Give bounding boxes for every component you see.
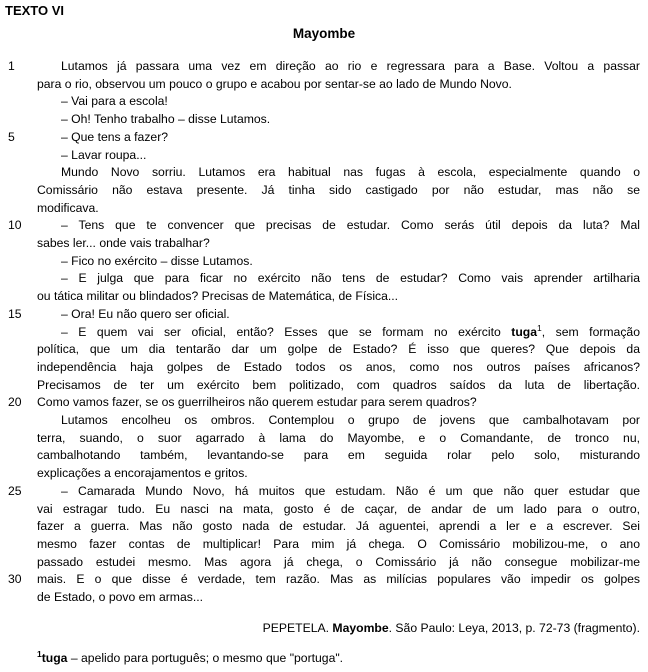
text-line xyxy=(0,501,648,519)
text-line xyxy=(0,270,648,288)
line-number xyxy=(0,377,37,395)
text-line xyxy=(0,253,648,271)
text-line xyxy=(0,430,648,448)
text-line xyxy=(0,341,648,359)
text-line xyxy=(0,182,648,200)
line-text: – Fico no exército – disse Lutamos. xyxy=(61,253,253,268)
document-title: Mayombe xyxy=(292,26,356,41)
text-body xyxy=(0,58,648,607)
line-number xyxy=(0,147,37,165)
line-text: passado estudei mesmo. Mas agora já chega, o Comissário já não consegue mobilizar-me xyxy=(37,554,640,569)
line-number xyxy=(0,465,37,483)
line-text: – Camarada Mundo Novo, há muitos que estudam. Não é um que não quer estudar que xyxy=(61,483,640,498)
text-line xyxy=(0,518,648,536)
line-number xyxy=(0,412,37,430)
footnote xyxy=(37,650,648,667)
text-line xyxy=(0,147,648,165)
text-line xyxy=(0,76,648,94)
line-number: 25 xyxy=(8,483,22,498)
line-text: – E julga que para ficar no exército não tens de estudar? Como vais aprender artilharia xyxy=(61,271,640,286)
line-number: 1 xyxy=(8,59,15,73)
line-text-post: , sem formação xyxy=(541,324,640,339)
line-text: sabes ler... onde vais trabalhar? xyxy=(37,236,210,251)
line-number xyxy=(0,164,37,182)
line-text: para o rio, observou um pouco o grupo e acabou por sentar-se ao lado de Mundo Novo. xyxy=(37,76,512,91)
text-line xyxy=(0,465,648,483)
line-number xyxy=(0,253,37,271)
text-line xyxy=(0,589,648,607)
line-number xyxy=(0,288,37,306)
line-text: – Vai para a escola! xyxy=(61,94,168,109)
footnote-definition: – apelido para português; o mesmo que "portuga". xyxy=(67,650,344,665)
line-text: fazer a guerra. Mas não gosto nada de estudar. Já aguentei, aprendi a ler e a escrever. Sei xyxy=(37,519,640,534)
line-text: modificava. xyxy=(37,200,99,215)
line-text xyxy=(37,324,640,342)
footnote-ref: 1 xyxy=(537,322,542,333)
citation-publisher: . São Paulo: Leya, 2013, p. 72-73 (fragmento). xyxy=(388,620,640,635)
text-line xyxy=(0,536,648,554)
line-text: explicações a encorajamentos e gritos. xyxy=(37,466,248,481)
line-number xyxy=(0,589,37,607)
line-number xyxy=(0,270,37,288)
line-text: mesmo fazer contas de multiplicar! Para mim já chega. O Comissário mobilizou-me, o ano xyxy=(37,536,640,551)
line-text: Como vamos fazer, se os guerrilheiros não querem estudar para serem quadros? xyxy=(37,395,477,410)
line-text: vai estragar tudo. Eu nasci na mata, gosto é de caçar, de andar de um lado para o outro, xyxy=(37,501,640,516)
line-number xyxy=(0,200,37,218)
line-number xyxy=(0,324,37,342)
text-line xyxy=(0,554,648,572)
line-text: – Tens que te convencer que precisas de estudar. Como serás útil depois da luta? Mal xyxy=(61,218,640,233)
text-line xyxy=(0,359,648,377)
line-text: terra, suando, o suor agarrado à lama do Mayombe, e o Comandante, de tronco nu, xyxy=(37,430,640,445)
line-number xyxy=(0,359,37,377)
line-text: Lutamos já passara uma vez em direção ao rio e regressara para a Base. Voltou a passar xyxy=(61,59,640,73)
line-text: Precisamos de ter um exército bem politizado, com quadros saídos da luta de libertação. xyxy=(37,377,640,392)
line-text: de Estado, o povo em armas... xyxy=(37,590,203,605)
line-number xyxy=(0,447,37,465)
line-number xyxy=(0,341,37,359)
line-number: 15 xyxy=(8,306,22,321)
text-line xyxy=(0,93,648,111)
text-line xyxy=(0,129,648,147)
text-line xyxy=(0,412,648,430)
citation-author: PEPETELA. xyxy=(262,620,333,635)
line-text: cambalhotando também, levantando-se para em seguida rolar pelo solo, misturando xyxy=(37,448,640,463)
line-text: – Que tens a fazer? xyxy=(61,129,169,144)
line-number xyxy=(0,235,37,253)
line-number xyxy=(0,93,37,111)
footnote-term: tuga xyxy=(41,650,68,665)
line-number xyxy=(0,518,37,536)
line-text: mais. E o que disse é verdade, tem razão. Mas as milícias populares vão impedir os golpes xyxy=(37,572,640,587)
text-line xyxy=(0,164,648,182)
line-number xyxy=(0,554,37,572)
line-number xyxy=(0,501,37,519)
text-line xyxy=(0,288,648,306)
text-line xyxy=(0,306,648,324)
line-text: independência haja golpes de Estado todos os anos, como nos outros países africanos? xyxy=(37,359,640,374)
line-text: ou tática militar ou blindados? Precisas de Matemática, de Física... xyxy=(37,289,399,304)
line-number xyxy=(0,536,37,554)
line-number xyxy=(0,430,37,448)
citation-work-title: Mayombe xyxy=(332,620,389,635)
text-line xyxy=(0,394,648,412)
line-text: Comissário não estava presente. Já tinha sido castigado por não estudar, mas não se xyxy=(37,182,640,197)
line-number xyxy=(0,76,37,94)
line-text: – Ora! Eu não quero ser oficial. xyxy=(61,306,230,321)
footnote-marker: 1 xyxy=(37,648,42,659)
line-text: Lutamos encolheu os ombros. Contemplou o grupo de jovens que cambalhotavam por xyxy=(61,413,640,428)
line-number: 5 xyxy=(8,129,15,144)
line-text: – Lavar roupa... xyxy=(61,147,147,162)
text-line xyxy=(0,483,648,501)
text-line xyxy=(0,324,648,342)
text-line xyxy=(0,217,648,235)
citation xyxy=(0,620,640,637)
line-number xyxy=(0,111,37,129)
term-tuga: tuga xyxy=(511,324,538,339)
text-line xyxy=(0,447,648,465)
text-line xyxy=(0,58,648,76)
texto-label: TEXTO VI xyxy=(5,3,64,18)
text-line xyxy=(0,200,648,218)
line-text-pre: – E quem vai ser oficial, então? Esses que se formam no exército xyxy=(61,324,512,339)
text-line xyxy=(0,571,648,589)
text-line xyxy=(0,235,648,253)
line-number xyxy=(0,182,37,200)
line-text: – Oh! Tenho trabalho – disse Lutamos. xyxy=(61,112,271,127)
text-line xyxy=(0,377,648,395)
line-number: 20 xyxy=(8,395,22,410)
text-line xyxy=(0,111,648,129)
line-text: Mundo Novo sorriu. Lutamos era habitual nas fugas à escola, especialmente quando o xyxy=(61,165,640,180)
line-text: política, que um dia tentarão dar um golpe de Estado? É isso que queres? Que depois da xyxy=(37,342,640,357)
line-number: 10 xyxy=(8,218,22,233)
line-number: 30 xyxy=(8,572,22,587)
